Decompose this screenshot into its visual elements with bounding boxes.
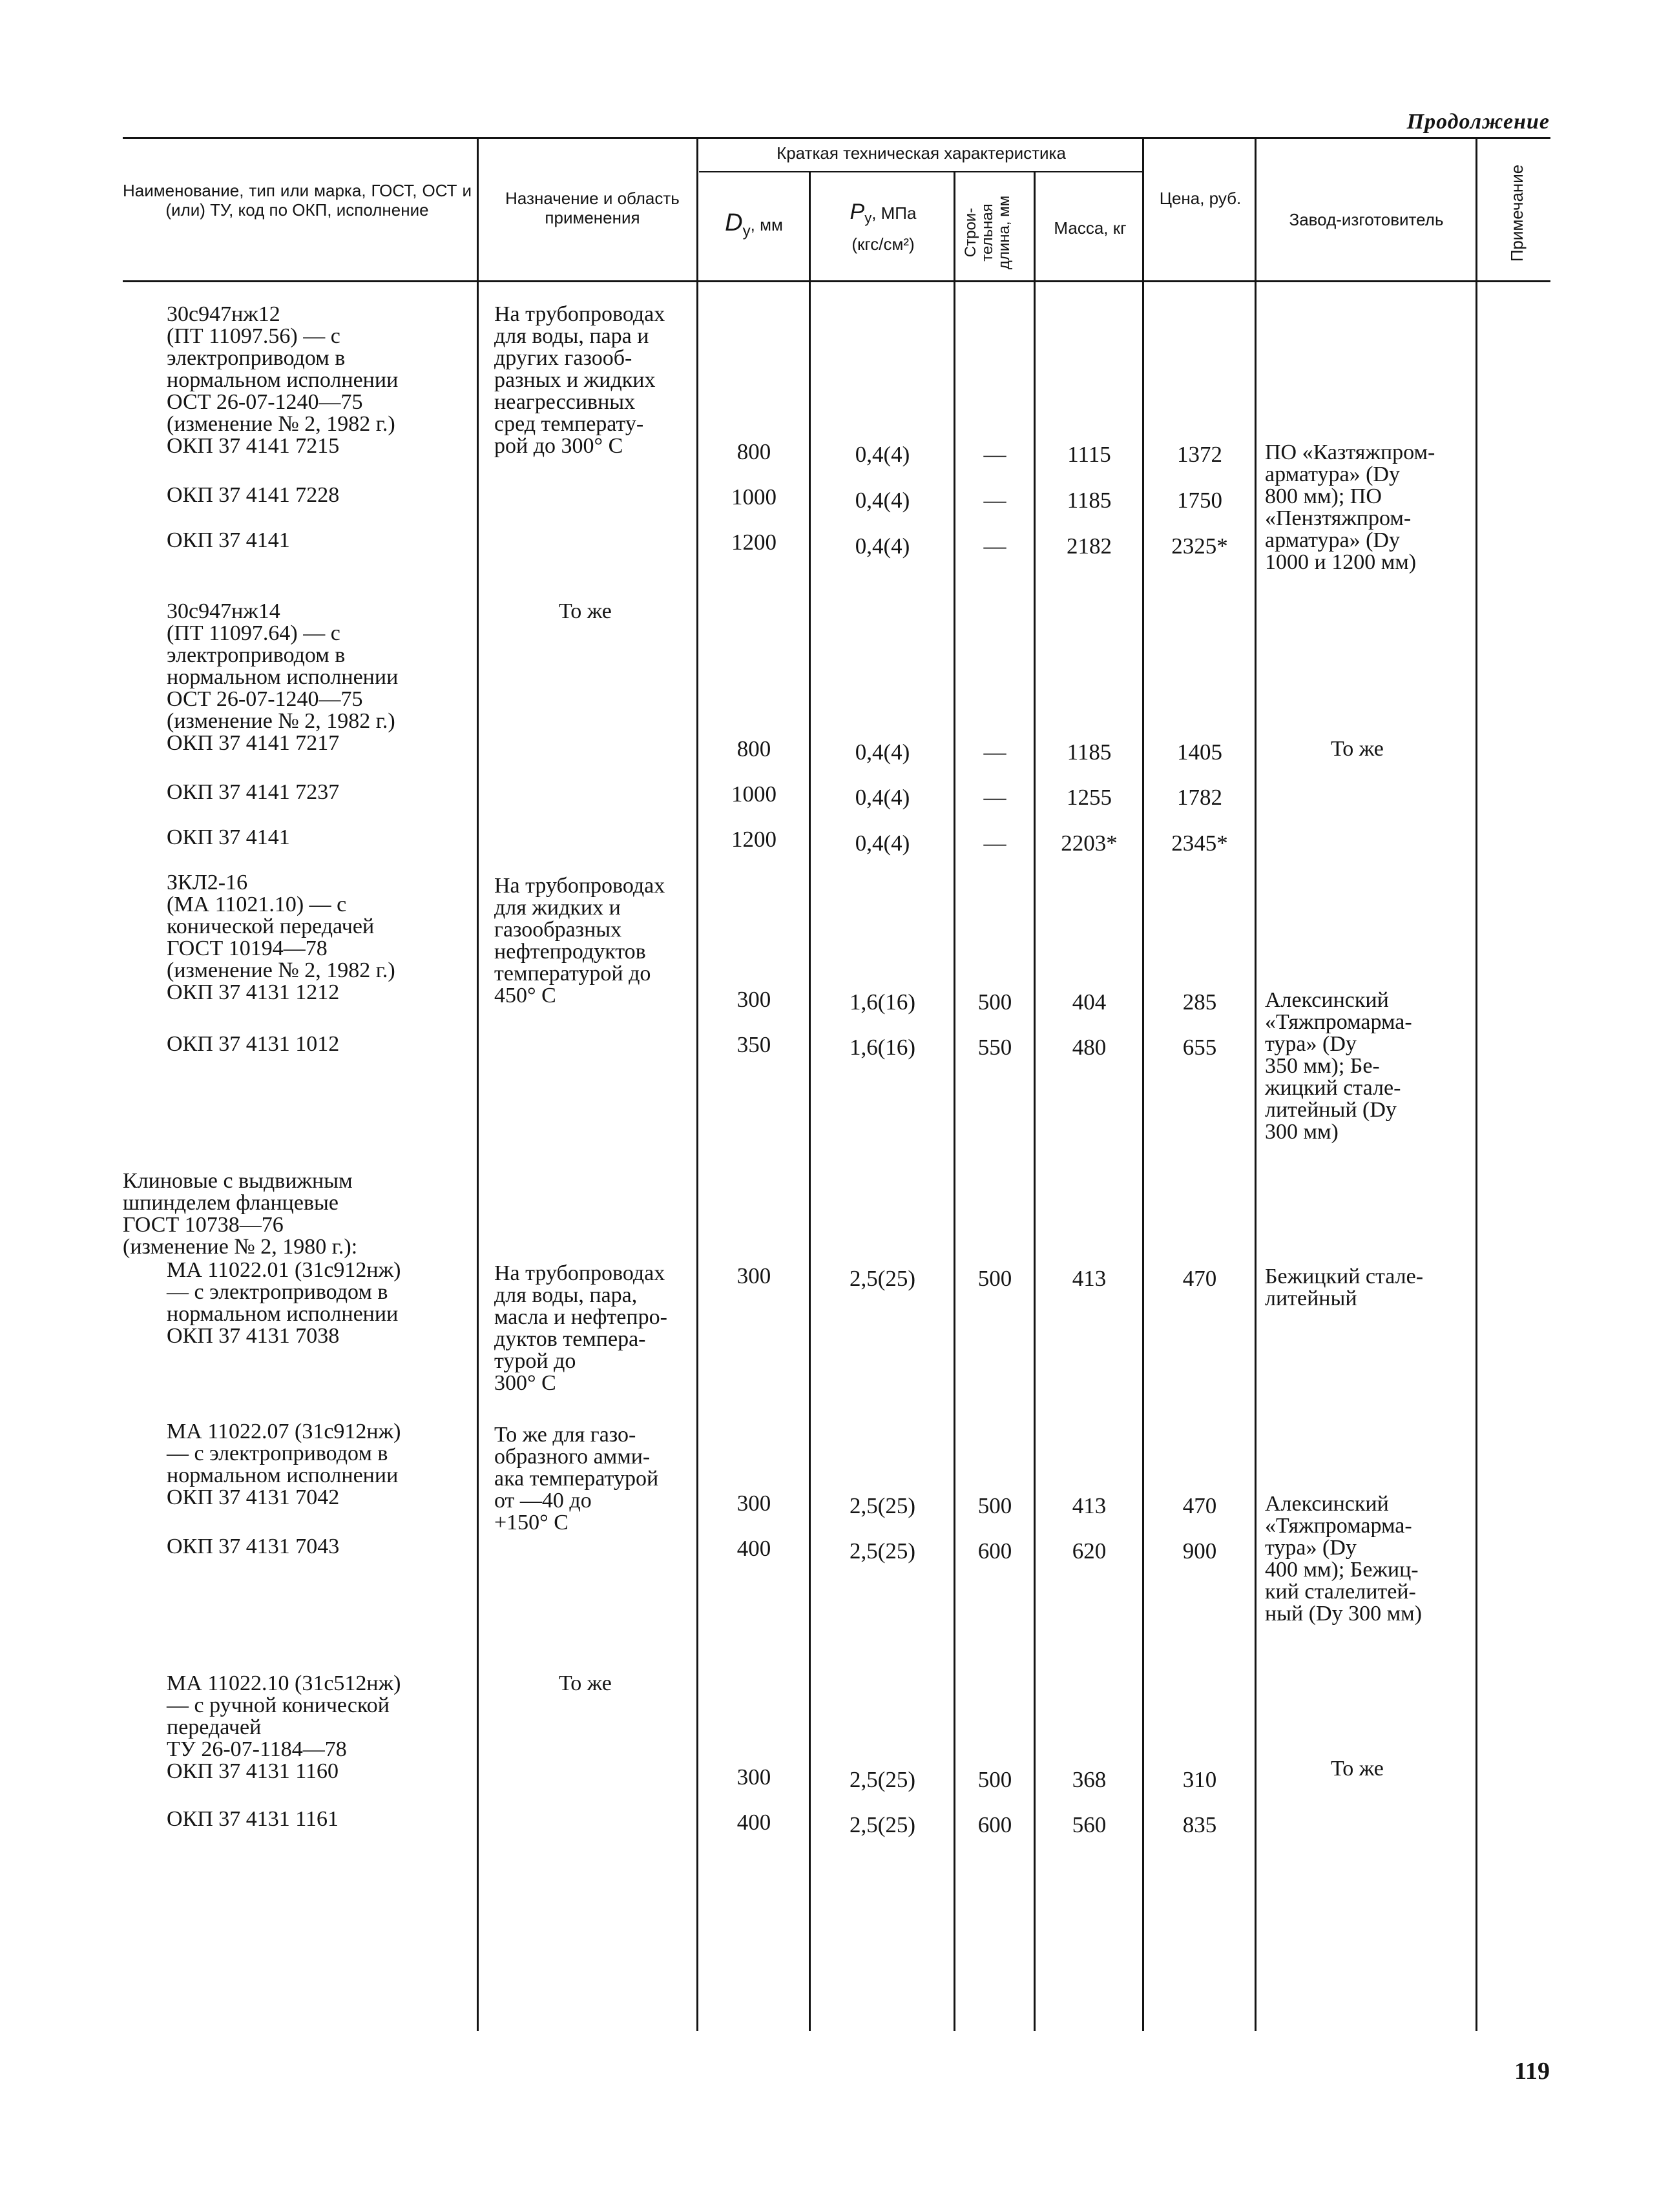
header-note-column [1478,149,1556,278]
col-divider-7 [1255,139,1257,2031]
col-divider-8 [1476,139,1477,2031]
table-top-rule [123,137,1550,139]
py-value: 2,5(25) [849,1538,916,1564]
dy-value: 1200 [731,827,777,852]
name-cell: МА 11022.07 (31с912нж) — с электроприводом в нормальном исполнении ОКП 37 4131 7042 [167,1420,401,1509]
length-value: — [983,442,1006,467]
mass-value: 1185 [1067,488,1112,513]
price-value: 1372 [1177,442,1222,467]
py-value: 0,4(4) [855,785,910,810]
header-purpose-column: Назначение и область применения [505,189,680,227]
price-value: 835 [1182,1812,1217,1837]
py-value: 0,4(4) [855,533,910,559]
dy-value: 800 [736,736,771,761]
dy-subscript: у [742,222,751,240]
header-brief-tech: Краткая техническая характеристика [777,143,1066,163]
mass-value: 368 [1072,1767,1107,1792]
purpose-cell: То же [559,1671,612,1695]
price-value: 2345* [1171,831,1228,856]
dy-value: 1000 [731,781,777,807]
price-value: 310 [1182,1767,1217,1792]
price-value: 1750 [1177,488,1222,513]
py-value: 2,5(25) [849,1266,916,1291]
name-cell: ОКП 37 4141 [167,825,290,849]
mass-value: 1185 [1067,739,1112,765]
py-value: 2,5(25) [849,1812,916,1837]
plant-cell: То же [1331,1757,1384,1781]
py-value: 0,4(4) [855,488,910,513]
price-value: 655 [1182,1035,1217,1060]
name-cell: ОКП 37 4141 7228 [167,483,340,507]
purpose-cell: То же [559,599,612,623]
page-number: 119 [1514,2058,1550,2085]
header-dy-column [699,209,809,242]
price-value: 1782 [1177,785,1222,810]
plant-cell: Бежицкий стале- литейный [1265,1265,1424,1310]
dy-value: 300 [736,1491,771,1516]
length-value: 500 [977,1266,1012,1291]
py-value: 0,4(4) [855,442,910,467]
dy-value: 300 [736,1764,771,1790]
col-divider-3 [809,171,811,2031]
dy-value: 300 [736,1263,771,1288]
name-cell: 30с947нж14 (ПТ 11097.64) — с электроприводом в нормальном исполнении ОСТ 26-07-1240—75 (изменение № 2, 1982 г.) ОКП 37 4141 7217 [167,599,399,755]
length-label: Строи-тельная длина, мм [962,195,1013,270]
mass-value: 413 [1072,1493,1107,1518]
py-subscript: у [864,210,872,227]
header-mass-column: Масса, кг [1054,218,1127,238]
price-value: 900 [1182,1538,1217,1564]
dy-value: 1000 [731,484,777,510]
length-value: 600 [977,1812,1012,1837]
py-value: 1,6(16) [849,1035,916,1060]
length-value: — [983,533,1006,559]
header-name-column: Наименование, тип или марка, ГОСТ, ОСТ и (или) ТУ, код по ОКП, исполнение [123,181,472,220]
plant-cell: Алексинский «Тяжпромарма- тура» (Dу 350 мм); Бе- жицкий стале- литейный (Dу 300 мм) [1265,988,1412,1144]
mass-value: 413 [1072,1266,1107,1291]
header-length-column [956,194,1040,271]
brief-tech-rule [699,171,1143,172]
length-value: — [983,831,1006,856]
length-value: 550 [977,1035,1012,1060]
mass-value: 404 [1072,989,1107,1015]
purpose-cell: На трубопроводах для воды, пара и других газооб- разных и жидких неагрессивных сред температу- рой до 300° С [494,302,665,458]
header-py-column [811,199,955,257]
header-price-column: Цена, руб. [1159,189,1242,208]
length-value: — [983,739,1006,765]
purpose-cell: На трубопроводах для воды, пара, масла и нефтепро- дуктов темпера- турой до 300° С [494,1261,667,1395]
py-symbol: P [850,200,865,224]
plant-cell: Алексинский «Тяжпромарма- тура» (Dу 400 мм); Бежиц- кий сталелитей- ный (Dу 300 мм) [1265,1492,1422,1626]
plant-cell: То же [1331,737,1384,761]
py-unit: , МПа [871,203,917,223]
price-value: 470 [1182,1493,1217,1518]
dy-value: 300 [736,987,771,1012]
dy-value: 350 [736,1032,771,1057]
py-unit-kgf: (кгс/см²) [851,234,915,254]
mass-value: 1255 [1067,785,1112,810]
plant-cell: ПО «Казтяжпром- арматура» (Dу 800 мм); ПО «Пензтяжпром- арматура» (Dу 1000 и 1200 мм) [1265,440,1435,574]
length-value: — [983,488,1006,513]
length-value: — [983,785,1006,810]
mass-value: 2203* [1061,831,1118,856]
col-divider-5 [1034,171,1036,2031]
py-value: 0,4(4) [855,739,910,765]
name-cell: ЗКЛ2-16 (МА 11021.10) — с конической передачей ГОСТ 10194—78 (изменение № 2, 1982 г.) ОКП 37 4131 1212 [167,871,395,1004]
name-cell: ОКП 37 4131 1012 [167,1032,340,1056]
length-value: 500 [977,1767,1012,1792]
note-label: Примечание [1507,164,1527,262]
price-value: 470 [1182,1266,1217,1291]
mass-value: 480 [1072,1035,1107,1060]
name-cell: МА 11022.01 (31с912нж) — с электроприводом в нормальном исполнении ОКП 37 4131 7038 [167,1258,401,1348]
dy-value: 1200 [731,530,777,555]
dy-symbol: D [725,209,743,236]
dy-value: 800 [736,439,771,464]
mass-value: 620 [1072,1538,1107,1564]
col-divider-6 [1142,139,1144,2031]
name-cell: ОКП 37 4131 1161 [167,1807,339,1831]
header-bottom-rule [123,280,1550,282]
name-cell: ОКП 37 4141 [167,528,290,552]
dy-unit: , мм [750,215,783,234]
name-cell: ОКП 37 4131 7043 [167,1535,340,1558]
price-value: 1405 [1177,739,1222,765]
price-value: 285 [1182,989,1217,1015]
length-value: 600 [977,1538,1012,1564]
length-value: 500 [977,989,1012,1015]
py-value: 2,5(25) [849,1767,916,1792]
purpose-cell: То же для газо- образного амми- ака температурой от —40 до +150° С [494,1423,659,1535]
dy-value: 400 [736,1810,771,1835]
name-cell: 30с947нж12 (ПТ 11097.56) — с электроприводом в нормальном исполнении ОСТ 26-07-1240—75 (изменение № 2, 1982 г.) ОКП 37 4141 7215 [167,302,399,458]
py-value: 0,4(4) [855,831,910,856]
header-plant-column: Завод-изготовитель [1289,210,1444,229]
price-value: 2325* [1171,533,1228,559]
length-value: 500 [977,1493,1012,1518]
mass-value: 2182 [1067,533,1112,559]
py-value: 2,5(25) [849,1493,916,1518]
py-value: 1,6(16) [849,989,916,1015]
name-cell: Клиновые с выдвижным шпинделем фланцевые ГОСТ 10738—76 (изменение № 2, 1980 г.): [123,1169,358,1259]
col-divider-4 [954,171,955,2031]
mass-value: 560 [1072,1812,1107,1837]
purpose-cell: На трубопроводах для жидких и газообразных нефтепродуктов температурой до 450° С [494,874,665,1008]
continuation-label: Продолжение [1406,110,1550,134]
col-divider-2 [696,139,698,2031]
col-divider-1 [477,139,479,2031]
dy-value: 400 [736,1536,771,1561]
name-cell: ОКП 37 4141 7237 [167,780,340,804]
name-cell: МА 11022.10 (31с512нж) — с ручной конической передачей ТУ 26-07-1184—78 ОКП 37 4131 1160 [167,1671,401,1783]
mass-value: 1115 [1067,442,1111,467]
